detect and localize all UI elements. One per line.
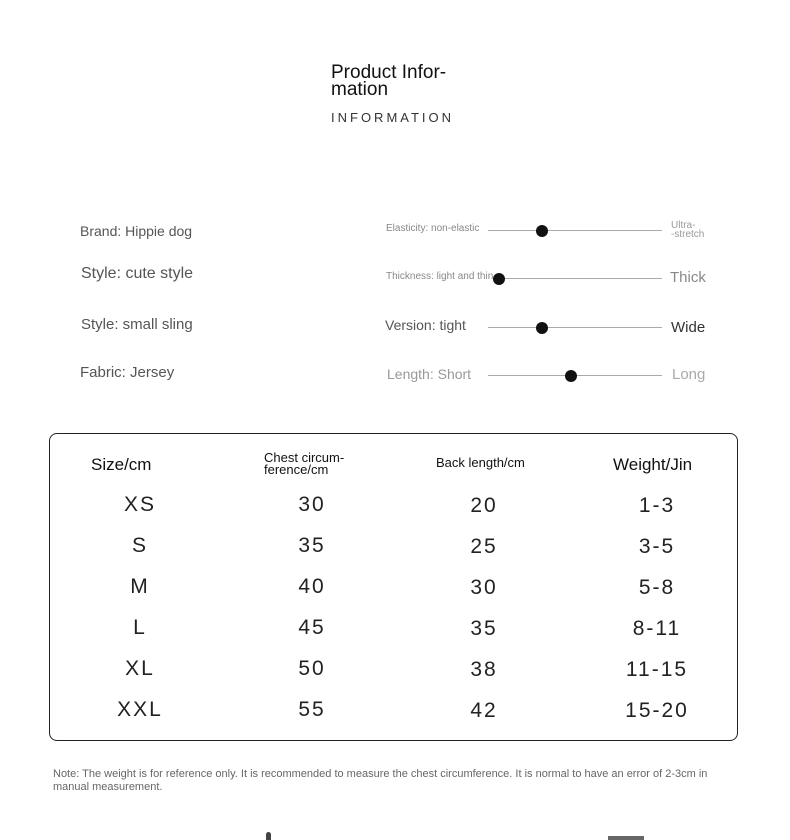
slider-thickness-track bbox=[496, 278, 662, 279]
table-cell-weight: 8-11 bbox=[632, 617, 682, 640]
spec-fabric: Fabric: Jersey bbox=[80, 364, 175, 381]
table-cell-back: 20 bbox=[470, 494, 498, 517]
table-cell-chest: 55 bbox=[298, 698, 326, 721]
spec-brand: Brand: Hippie dog bbox=[80, 223, 193, 239]
table-cell-back: 30 bbox=[470, 576, 498, 599]
table-cell-weight: 3-5 bbox=[638, 535, 676, 558]
table-cell-size: M bbox=[130, 575, 150, 598]
table-cell-chest: 45 bbox=[298, 616, 326, 639]
table-header-back: Back length/cm bbox=[436, 455, 525, 470]
table-cell-back: 25 bbox=[470, 535, 498, 558]
table-cell-size: XL bbox=[125, 657, 155, 680]
slider-elasticity-track bbox=[488, 230, 662, 231]
slider-thickness-right-label: Thick bbox=[670, 269, 706, 286]
table-cell-weight: 11-15 bbox=[625, 658, 689, 681]
slider-thickness-left-label: Thickness: light and thin bbox=[386, 271, 494, 282]
spec-style-sling: Style: small sling bbox=[81, 316, 193, 333]
table-cell-size: XS bbox=[123, 493, 156, 516]
table-cell-chest: 50 bbox=[298, 657, 326, 680]
table-cell-weight: 15-20 bbox=[625, 699, 689, 722]
slider-elasticity-left-label: Elasticity: non-elastic bbox=[386, 223, 480, 234]
slider-version-track bbox=[488, 327, 662, 328]
slider-version-left-label: Version: tight bbox=[385, 317, 466, 333]
slider-length-right-label: Long bbox=[672, 366, 706, 383]
table-cell-weight: 5-8 bbox=[638, 576, 676, 599]
table-header-weight: Weight/Jin bbox=[613, 455, 693, 474]
slider-elasticity-knob bbox=[536, 225, 548, 237]
table-cell-weight: 1-3 bbox=[638, 494, 676, 517]
cropped-illustration-fragment bbox=[266, 832, 271, 840]
table-cell-size: L bbox=[133, 616, 147, 639]
table-cell-chest: 30 bbox=[298, 493, 326, 516]
table-cell-size: XXL bbox=[117, 698, 163, 721]
page-title: Product Infor- mation bbox=[331, 62, 447, 100]
table-header-size: Size/cm bbox=[91, 455, 152, 474]
slider-elasticity-right-label: Ultra- -stretch bbox=[671, 220, 705, 240]
spec-style-cute: Style: cute style bbox=[81, 265, 194, 282]
table-cell-size: S bbox=[131, 534, 148, 557]
page-subtitle: INFORMATION bbox=[331, 110, 455, 125]
measurement-note: Note: The weight is for reference only. It is recommended to measure the chest circumference. It is normal to have an error of 2-3cm in manual measurement. bbox=[53, 768, 708, 793]
slider-version-knob bbox=[536, 322, 548, 334]
slider-length-knob bbox=[565, 370, 577, 382]
cropped-text-fragment bbox=[608, 836, 644, 840]
table-header-chest: Chest circum- ference/cm bbox=[264, 450, 345, 477]
slider-length-left-label: Length: Short bbox=[387, 366, 472, 382]
slider-thickness-knob bbox=[493, 273, 505, 285]
table-cell-back: 42 bbox=[470, 699, 498, 722]
table-cell-chest: 35 bbox=[298, 534, 326, 557]
table-cell-back: 35 bbox=[470, 617, 498, 640]
slider-version-right-label: Wide bbox=[671, 319, 706, 336]
table-cell-chest: 40 bbox=[298, 575, 326, 598]
table-cell-back: 38 bbox=[470, 658, 498, 681]
